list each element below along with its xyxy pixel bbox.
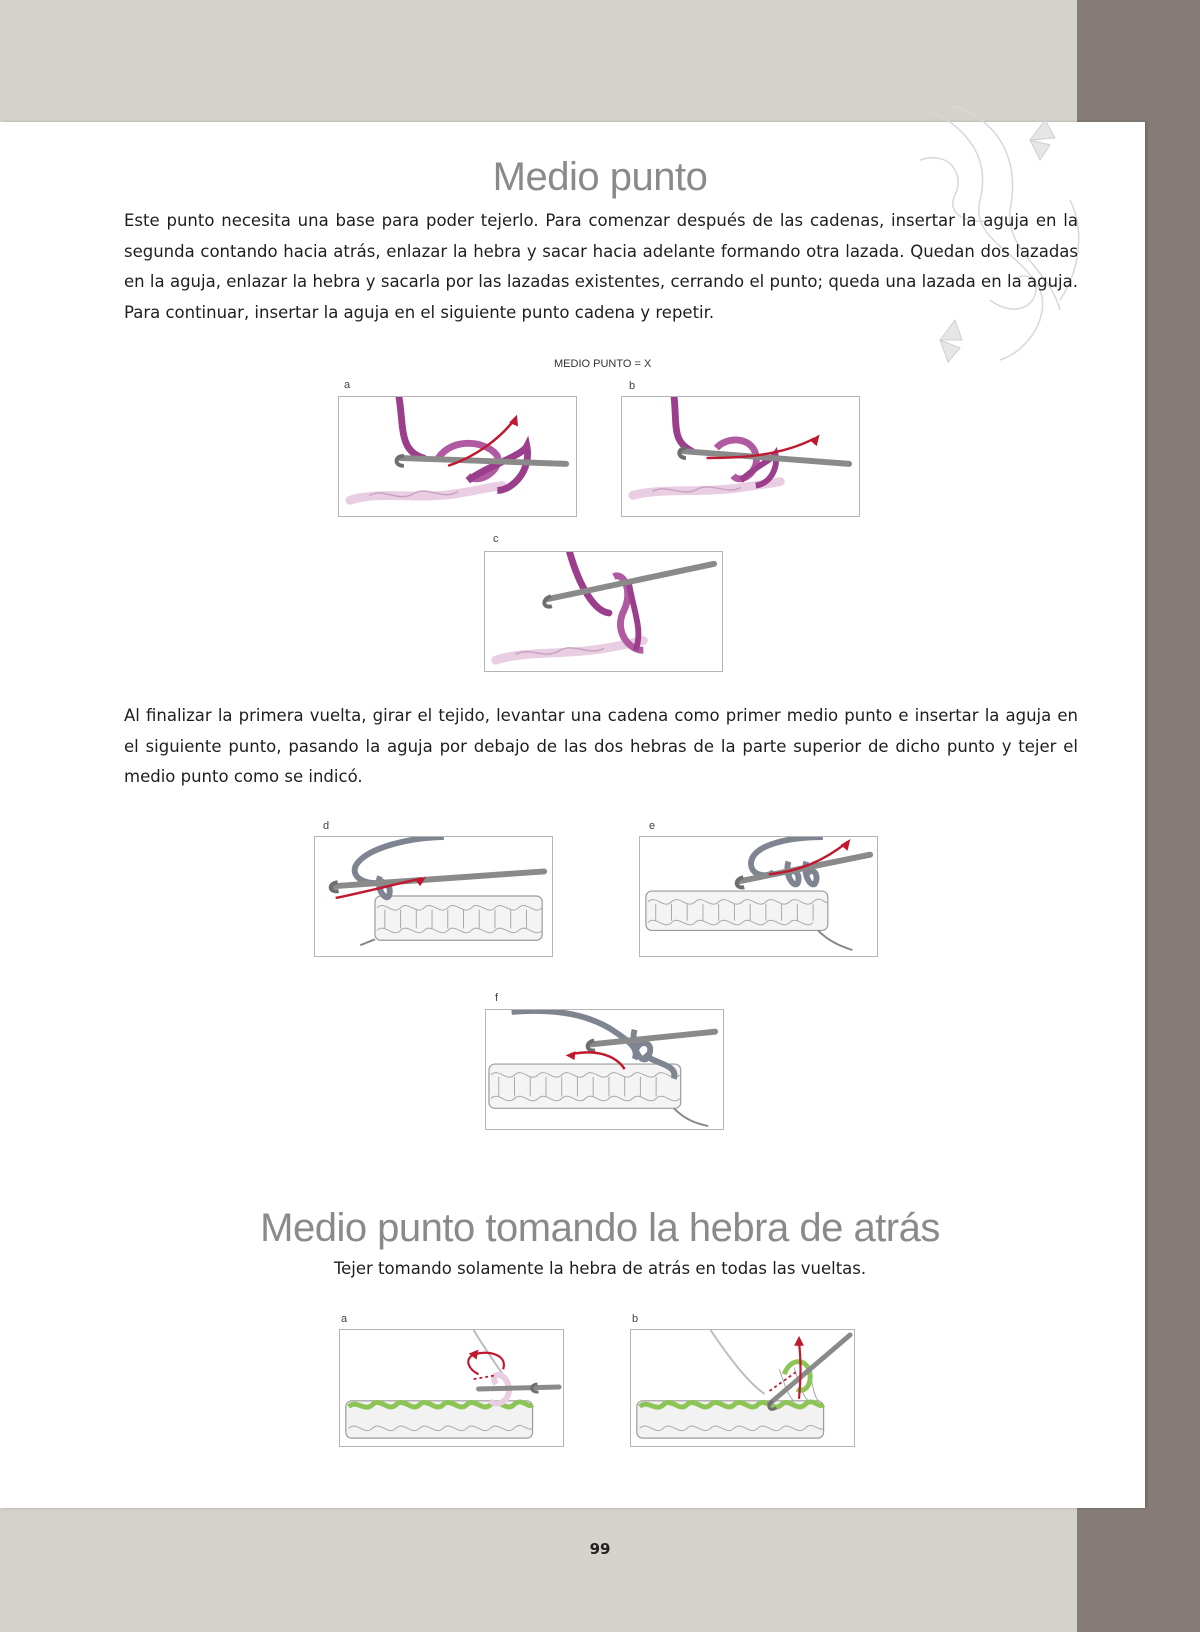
page-number: 99 <box>589 1540 611 1558</box>
figure-label: f <box>495 992 499 1004</box>
figure-e <box>639 836 878 957</box>
crochet-hook-pink-yarn-illustration <box>339 397 576 516</box>
figure-f <box>485 1009 724 1130</box>
crochet-back-loop-green-illustration <box>340 1330 563 1446</box>
section-subtitle: Tejer tomando solamente la hebra de atrás en todas las vueltas. <box>333 1259 867 1278</box>
figure-d <box>314 836 553 957</box>
crochet-hook-grey-row-illustration <box>315 837 552 956</box>
crochet-hook-pink-yarn-illustration <box>485 552 722 671</box>
figure-label: e <box>649 820 656 832</box>
crochet-hook-pink-yarn-illustration <box>622 397 859 516</box>
figure-label: c <box>493 533 499 545</box>
crochet-hook-grey-row-illustration <box>486 1010 723 1129</box>
diagram-caption: MEDIO PUNTO = X <box>554 358 652 370</box>
figure-2b <box>630 1329 855 1447</box>
figure-label: b <box>632 1313 639 1325</box>
figure-label: d <box>323 820 330 832</box>
crochet-back-loop-green-illustration <box>631 1330 854 1446</box>
figure-2a <box>339 1329 564 1447</box>
figure-label: a <box>341 1313 348 1325</box>
instruction-paragraph: Al finalizar la primera vuelta, girar el tejido, levantar una cadena como primer medio punto e insertar la aguja en el siguiente punto, pasando la aguja por debajo de las dos hebras de la parte superior de dicho punto y tejer el medio punto como se indicó. <box>124 706 1078 786</box>
section-title: Medio punto tomando la hebra de atrás <box>260 1206 940 1250</box>
crochet-hook-grey-row-illustration <box>640 837 877 956</box>
figure-a <box>338 396 577 517</box>
figure-label: b <box>629 380 636 392</box>
figure-b <box>621 396 860 517</box>
figure-c <box>484 551 723 672</box>
intro-paragraph: Este punto necesita una base para poder tejerlo. Para comenzar después de las cadenas, insertar la aguja en la segunda contando hacia atrás, enlazar la hebra y sacar hacia adelante formando otra lazada. Quedan dos lazadas en la aguja, enlazar la hebra y sacarla por las lazadas existentes, cerrando el punto; queda una lazada en la aguja. Para continuar, insertar la aguja en el siguiente punto cadena y repetir. <box>124 211 1078 322</box>
section-title: Medio punto <box>492 155 708 199</box>
figure-label: a <box>344 379 351 391</box>
